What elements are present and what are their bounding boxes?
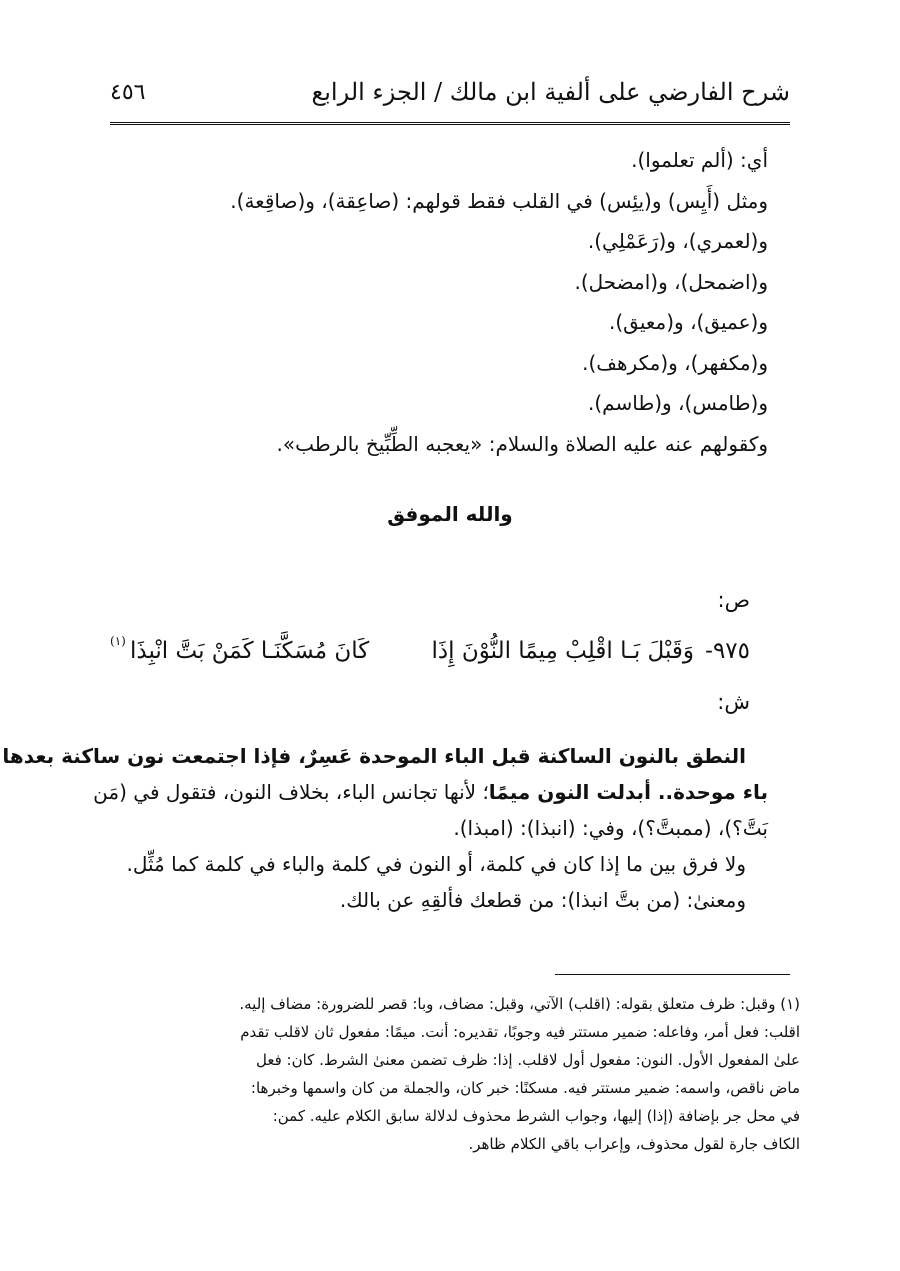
text-line: و(عميق)، و(معيق). — [609, 310, 768, 334]
main-text — [128, 140, 768, 464]
text-line: أي: (ألم تعلموا). — [631, 148, 768, 172]
sad-label: ص: — [717, 588, 750, 612]
commentary-line: بَتَّ؟)، (ممبتَّ؟)، وفي: (انبذا): (امبذا). — [453, 816, 768, 840]
text-line: و(لعمري)، و(رَعَمْلِي). — [587, 229, 768, 253]
verse-number: ٩٧٥- — [705, 638, 750, 664]
verse-line — [110, 636, 750, 676]
page-number: ٤٥٦ — [110, 80, 146, 105]
text-line: وكقولهم عنه عليه الصلاة والسلام: «يعجبه الطِّبِّيخ بالرطب». — [276, 431, 768, 456]
page-header — [110, 70, 790, 114]
text-line: ومثل (أَيِس) و(يئِس) في القلب فقط قولهم: (صاعِقة)، و(صاقِعة). — [230, 188, 768, 213]
footnote-line: (١) وقبل: ظرف متعلق بقوله: (اقلب) الآتي، وقبل: مضاف، وبا: قصر للضرورة: مضاف إليه. — [239, 995, 800, 1013]
footnote-marker: (١) — [110, 634, 126, 648]
commentary-line: ومعنىٰ: (من بتَّ انبذا): من قطعك فألقِهِ عن بالك. — [339, 888, 746, 912]
commentary-line — [93, 774, 768, 810]
header-divider — [110, 122, 790, 125]
footnote — [110, 990, 800, 1158]
verse-hemistich-first: وَقَبْلَ بَـا اقْلِبْ مِيمًا النُّوْنَ إِذَا — [431, 638, 694, 664]
text-line: و(اضمحل)، و(امضحل). — [574, 269, 768, 294]
text-run: ؛ لأنها تجانس الباء، بخلاف النون، فتقول في (مَن — [93, 780, 489, 804]
bold-phrase: باء موحدة.. أبدلت النون ميمًا — [488, 780, 768, 804]
verse-hemistich-second: كَانَ مُسَكَّنَـا كَمَنْ بَتَّ انْبِذَا — [130, 638, 370, 664]
footnote-line: اقلب: فعل أمر، وفاعله: ضمير مستتر فيه وجوبًا، تقديره: أنت. ميمًا: مفعول ثان لاقلب تقدم — [240, 1023, 800, 1041]
closing-phrase: والله الموفق — [387, 502, 513, 526]
commentary-line: ولا فرق بين ما إذا كان في كلمة، أو النون في كلمة والباء في كلمة كما مُثِّل. — [126, 852, 746, 876]
commentary — [2, 738, 768, 918]
running-title: شرح الفارضي على ألفية ابن مالك / الجزء الرابع — [311, 78, 790, 106]
footnote-line: علىٰ المفعول الأول. النون: مفعول أول لاقلب. إذا: ظرف تضمن معنىٰ الشرط. كان: فعل — [256, 1051, 800, 1069]
footnote-line: في محل جر بإضافة (إذا) إليها، وجواب الشرط محذوف لدلالة سابق الكلام عليه. كمن: — [272, 1107, 800, 1125]
commentary-line: النطق بالنون الساكنة قبل الباء الموحدة عَسِرٌ، فإذا اجتمعت نون ساكنة بعدها — [2, 744, 746, 768]
shin-label: ش: — [717, 690, 750, 714]
footnote-line: ماض ناقص، واسمه: ضمير مستتر فيه. مسكنًا: خبر كان، والجملة من كان واسمها وخبرها: — [250, 1079, 800, 1097]
footnote-divider — [555, 974, 790, 975]
text-line: و(طامس)، و(طاسم). — [588, 391, 768, 415]
footnote-line: الكاف جارة لقول محذوف، وإعراب باقي الكلام ظاهر. — [468, 1135, 800, 1153]
text-line: و(مكفهر)، و(مكرهف). — [582, 350, 768, 375]
